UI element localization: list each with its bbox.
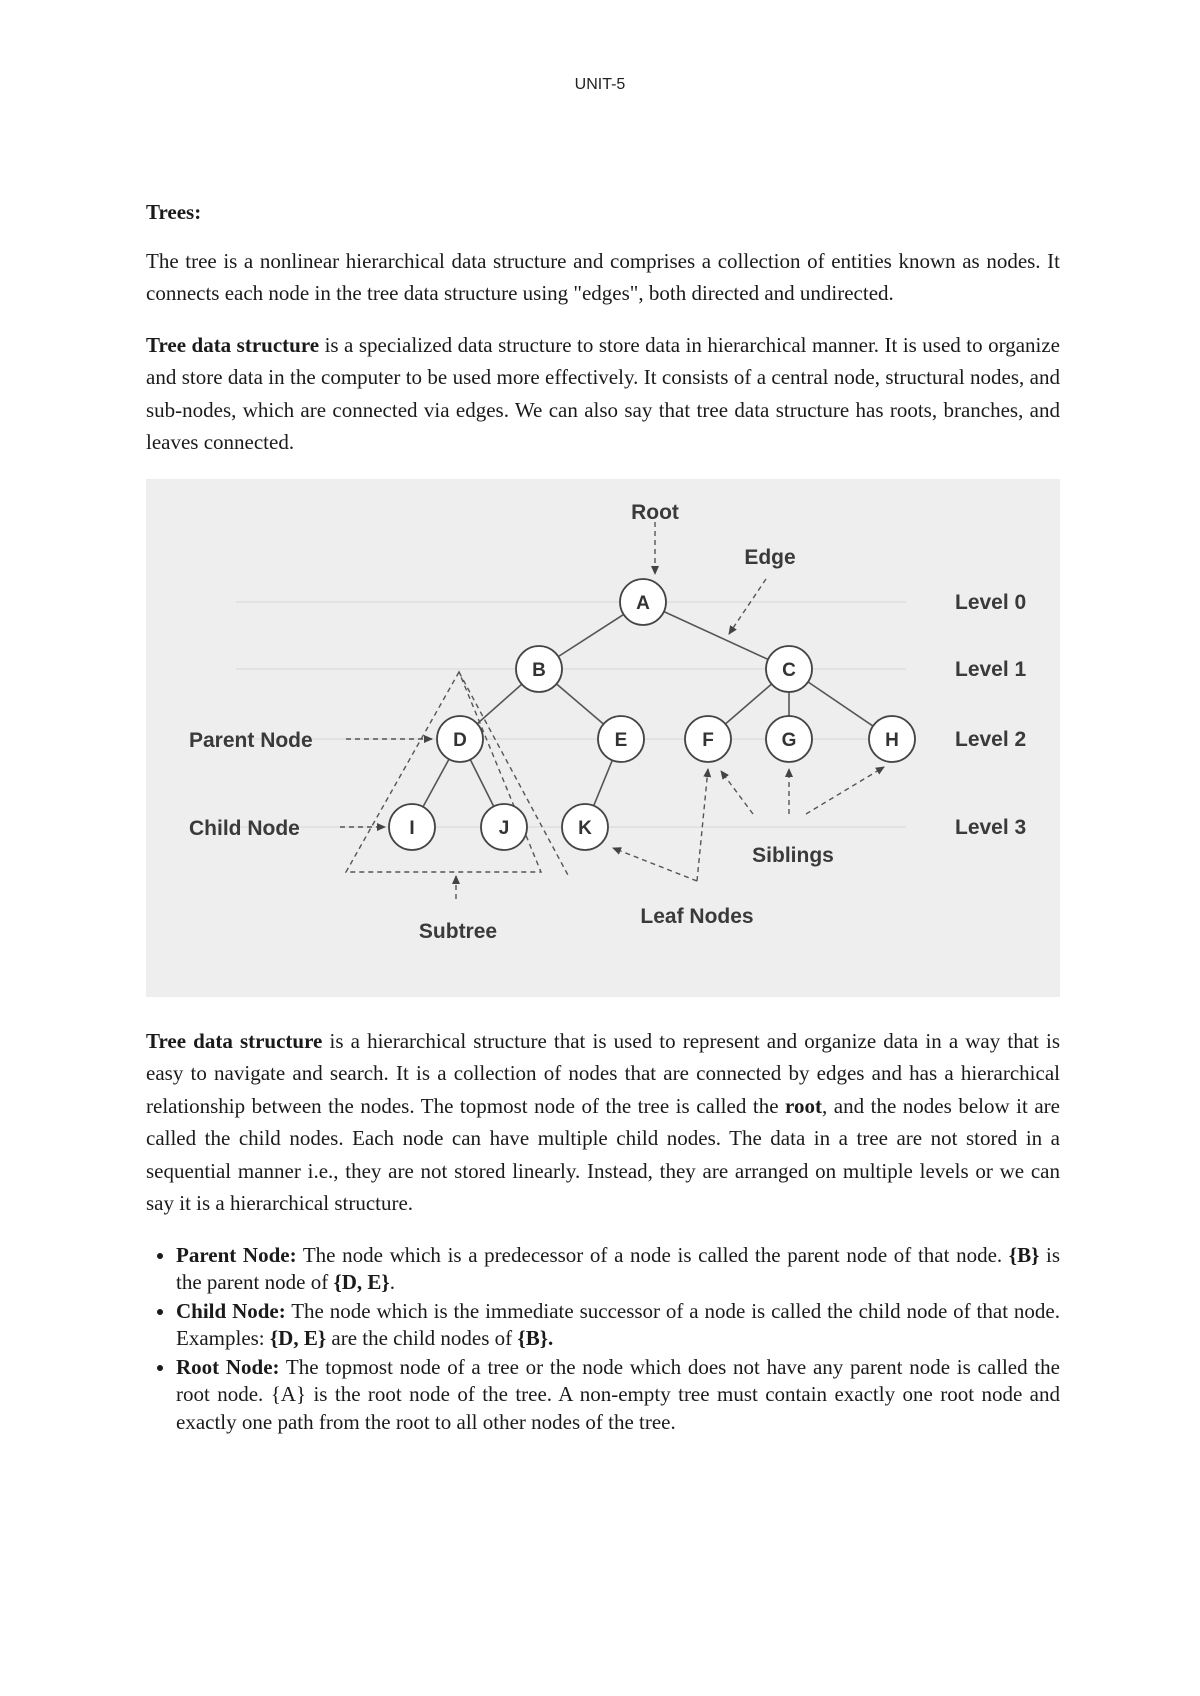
bullet-term: Root Node: [176,1354,280,1379]
tree-edges [412,602,892,827]
node-d-label: D [453,729,467,751]
bullet-text: The topmost node of a tree or the node which does not have any parent node is called the root node. {A} is the root node of the tree. A non-empty tree must contain exactly one root node and exactly one path from the root to all other nodes of the tree. [176,1354,1060,1434]
node-d [437,716,483,762]
node-c-label: C [782,659,796,681]
node-i-label: I [409,817,415,839]
bullet-bold: {B}. [517,1326,554,1350]
tree-diagram [146,479,1060,997]
node-h [869,716,915,762]
list-item-child-node [176,1298,1060,1353]
node-k-label: K [578,817,592,839]
node-j-label: J [498,817,510,839]
hierarchy-text-1: is a hierarchical structure that is used to represent and organize data in a way that is easy to navigate and search. It is a collection of nodes that are connected by edges and has a hierarchical relationship between the nodes. The topmost node of the tree is called the [146,1028,1060,1118]
bullet-text: The node which is a predecessor of a node is called the parent node of that node. [296,1242,1009,1267]
node-b-label: B [532,659,546,681]
edge-label: Edge [744,545,796,569]
sibling-arrow-f [721,771,753,814]
bullet-text: are the child nodes of [326,1326,518,1350]
root-label: Root [631,500,679,524]
list-item-root-node [176,1354,1060,1437]
level-0-label: Level 0 [955,590,1027,614]
root-bold: root [785,1093,822,1118]
node-k [562,804,608,850]
list-item-parent-node [176,1242,1060,1297]
tree-diagram-svg [146,479,1060,997]
parent-node-label: Parent Node [189,728,313,752]
definition-text: is a specialized data structure to store data in hierarchical manner. It is used to organize and store data in the computer to be used more effectively. It consists of a central node, structural nodes, and sub-nodes, which are connected via edges. We can also say that tree data structure has roots, branches, and leaves connected. [146,332,1061,454]
level-lines [236,602,906,827]
node-j [481,804,527,850]
definitions-list [146,1242,1060,1437]
leaf-arrow-k [613,848,697,881]
term-bold: Tree data structure [146,332,320,357]
hierarchy-text-2: , and the nodes below it are called the child nodes. Each node can have multiple child nodes. The data in a tree are not stored in a sequential manner i.e., they are not stored linearly. Instead, they are arranged on multiple levels or we can say it is a hierarchical structure. [146,1093,1060,1215]
bullet-bold: {D, E} [269,1326,327,1350]
node-h-label: H [885,729,899,751]
bullet-bold: {B} [1008,1242,1040,1267]
term-bold: Tree data structure [146,1028,323,1053]
definition-paragraph [146,329,1060,459]
intro-paragraph: The tree is a nonlinear hierarchical data structure and comprises a collection of entities known as nodes. It connects each node in the tree data structure using "edges", both directed and undirected. [146,248,1060,305]
leaf-arrow-f [697,769,708,881]
page-header: UNIT-5 [574,76,626,93]
child-node-label: Child Node [189,816,300,840]
edge-a-c [643,602,789,669]
bullet-text: is the parent node of [176,1242,1061,1294]
level-1-label: Level 1 [955,657,1027,681]
sibling-arrow-h [806,767,884,814]
node-f-label: F [702,729,714,751]
node-a [620,579,666,625]
bullet-bold: {D, E} [333,1270,390,1294]
bullet-text: . [389,1270,395,1294]
node-e [598,716,644,762]
subtree-label: Subtree [418,919,498,943]
node-c [766,646,812,692]
node-i [389,804,435,850]
bullet-text: The node which is the immediate successor of a node is called the child node of that node. Examples: [176,1298,1060,1350]
bullet-term: Child Node: [176,1298,286,1323]
node-e-label: E [614,729,628,751]
node-f [685,716,731,762]
tree-nodes [389,579,915,850]
node-g [766,716,812,762]
level-3-label: Level 3 [955,815,1027,839]
section-heading: Trees: [146,200,202,224]
leaf-nodes-label: Leaf Nodes [640,904,754,928]
document-body [146,196,1060,1437]
edge-arrow [729,579,766,634]
hierarchy-paragraph [146,1025,1060,1220]
level-2-label: Level 2 [955,727,1027,751]
node-g-label: G [781,729,797,751]
bullet-term: Parent Node: [176,1242,297,1267]
node-a-label: A [636,592,650,614]
node-b [516,646,562,692]
siblings-label: Siblings [752,843,834,867]
